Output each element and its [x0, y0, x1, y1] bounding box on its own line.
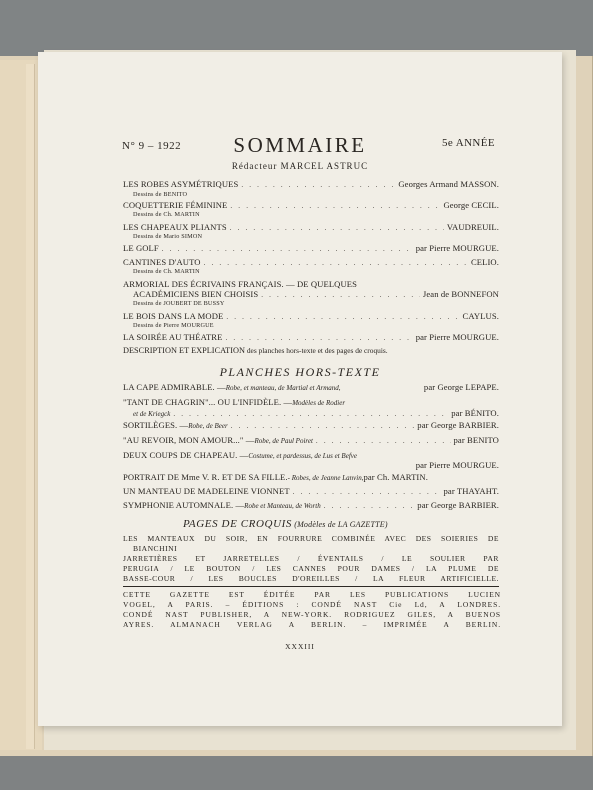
leader-dots — [162, 244, 413, 254]
planche-note: Modèles de Rodier — [292, 399, 346, 407]
cover-inner-flap — [0, 60, 42, 750]
entry-title: LES ROBES ASYMÉTRIQUES — [123, 179, 239, 189]
contents-page — [38, 52, 562, 726]
toc-entry — [123, 200, 499, 211]
planche-artist: par BÉNITO. — [451, 408, 499, 418]
planche-title: DEUX COUPS DE CHAPEAU. — — [123, 450, 249, 460]
planche-entry — [123, 486, 499, 497]
planche-title: "AU REVOIR, MON AMOUR..." — — [123, 435, 255, 445]
croquis-line: BASSE-COUR / LES BOUCLES D'OREILLES / LA FLEUR ARTIFICIELLE. — [123, 574, 499, 583]
planche-artist: par Pierre MOURGUE. — [415, 460, 499, 470]
planche-entry — [123, 435, 499, 446]
planche-title: "TANT DE CHAGRIN"... OU L'INFIDÈLE. — — [123, 397, 293, 407]
leader-dots — [226, 312, 459, 322]
croquis-line: BIANCHINI — [133, 544, 178, 553]
entry-title: ACADÉMICIENS BIEN CHOISIS — [133, 289, 259, 299]
imprint-line: AYRES. ALMANACH VERLAG A BERLIN. – IMPRIMÉE A BERLIN. — [123, 620, 501, 629]
entry-author: CAYLUS. — [462, 311, 499, 321]
entry-author: par Pierre MOURGUE. — [415, 332, 499, 342]
entry-title: ARMORIAL DES ÉCRIVAINS FRANÇAIS. — DE QUELQUES — [123, 279, 358, 289]
croquis-line: JARRETIÈRES ET JARRETELLES / ÉVENTAILS / LE SOULIER PAR — [123, 554, 499, 563]
planche-note: Robe, et manteau, de Martial et Armand, — [225, 384, 341, 392]
croquis-subtitle: (Modèles de LA GAZETTE) — [292, 520, 388, 529]
planche-title: SYMPHONIE AUTOMNALE. — — [123, 500, 245, 510]
entry-title: CANTINES D'AUTO — [123, 257, 201, 267]
divider-rule — [123, 586, 499, 587]
leader-dots — [293, 487, 441, 497]
toc-entry-line1 — [123, 279, 499, 289]
entry-credit: Dessins de Ch. MARTIN — [133, 268, 200, 275]
leader-dots — [324, 501, 415, 511]
planche-artist: par BENITO — [453, 435, 499, 445]
entry-author: VAUDREUIL. — [446, 222, 499, 232]
entry-title: LE BOIS DANS LA MODE — [123, 311, 224, 321]
planche-title: SORTILÈGES. — — [123, 420, 189, 430]
description-text: des planches hors-texte et des pages de croquis. — [245, 346, 388, 355]
entry-title: LES CHAPEAUX PLIANTS — [123, 222, 227, 232]
editor-line: Rédacteur MARCEL ASTRUC — [231, 161, 369, 171]
leader-dots — [230, 201, 440, 211]
entry-author: George CECIL. — [443, 200, 499, 210]
entry-credit: Dessins de Pierre MOURGUE — [133, 322, 214, 329]
planche-artist: par George BARBIER. — [417, 500, 499, 510]
planche-entry — [123, 472, 499, 483]
planche-note: Robe et Manteau, de Worth — [244, 502, 321, 510]
croquis-line: LES MANTEAUX DU SOIR, EN FOURRURE COMBINÉE AVEC DES SOIERIES DE — [123, 534, 499, 543]
entry-author: Jean de BONNEFON — [422, 289, 499, 299]
croquis-title: PAGES DE CROQUIS — [183, 518, 292, 530]
leader-dots — [225, 333, 412, 343]
leader-dots — [173, 409, 448, 419]
planche-artist: par George BARBIER. — [417, 420, 499, 430]
entry-title: LE GOLF — [123, 243, 159, 253]
planche-note: et de Kriegck — [133, 410, 171, 418]
issue-year: 5e ANNÉE — [442, 137, 495, 149]
issue-number: N° 9 – 1922 — [122, 140, 182, 152]
planche-artist: par Ch. MARTIN. — [363, 472, 428, 482]
planche-note: Costume, et pardessus, de Lus et Befve — [248, 452, 357, 460]
entry-credit: Dessins de BENITO — [133, 191, 188, 198]
planche-artist: par George LEPAPE. — [423, 382, 499, 392]
leader-dots — [316, 436, 451, 446]
planche-artist: par THAYAHT. — [443, 486, 499, 496]
imprint-line: CETTE GAZETTE EST ÉDITÉE PAR LES PUBLICATIONS LUCIEN — [123, 590, 501, 599]
leader-dots — [204, 258, 468, 268]
entry-title: LA SOIRÉE AU THÉATRE — [123, 332, 223, 342]
entry-credit: Dessins de JOUBERT DE BUSSY — [133, 300, 225, 307]
leader-dots — [230, 223, 444, 233]
toc-entry — [123, 222, 499, 233]
toc-entry — [123, 243, 499, 254]
leader-dots — [261, 290, 420, 300]
page-title: SOMMAIRE — [233, 133, 367, 157]
entry-credit: Dessins de Ch. MARTIN — [133, 211, 200, 218]
imprint-line: CONDÉ NAST PUBLISHER, A NEW-YORK. RODRIGUEZ GILES, A BUENOS — [123, 610, 501, 619]
planche-entry — [123, 420, 499, 431]
planche-title: PORTRAIT DE Mme V. R. ET DE SA FILLE. — [123, 472, 288, 482]
toc-entry — [123, 257, 499, 268]
entry-title: COQUETTERIE FÉMININE — [123, 200, 228, 210]
planche-note: Robe, de Paul Poiret — [254, 437, 313, 445]
planche-note: - Robes, de Jeanne Lanvin, — [287, 474, 364, 482]
entry-author: CELIO. — [470, 257, 499, 267]
planche-title: LA CAPE ADMIRABLE. — — [123, 382, 226, 392]
planche-entry — [123, 460, 499, 470]
croquis-line: PERUGIA / LE BOUTON / LES CANNES POUR DAMES / LA PLUME DE — [123, 564, 499, 573]
page-number: XXXIII — [285, 642, 315, 651]
entry-author: Georges Armand MASSON. — [398, 179, 499, 189]
imprint-line: VOGEL, A PARIS. – ÉDITIONS : CONDÉ NAST Cie Ld, A LONDRES. — [123, 600, 501, 609]
planche-entry — [123, 500, 499, 511]
croquis-heading — [183, 518, 388, 530]
planche-note: Robe, de Beer — [188, 422, 228, 430]
planches-heading: PLANCHES HORS-TEXTE — [219, 365, 381, 379]
planche-entry-line1 — [123, 397, 499, 408]
toc-entry — [123, 311, 499, 322]
entry-author: par Pierre MOURGUE. — [415, 243, 499, 253]
planche-entry — [123, 382, 499, 393]
description-title: DESCRIPTION ET EXPLICATION — [123, 346, 245, 355]
leader-dots — [241, 180, 395, 190]
leader-dots — [231, 421, 415, 431]
toc-entry — [123, 332, 499, 343]
entry-credit: Dessins de Mario SIMON — [133, 233, 203, 240]
toc-entry — [133, 289, 499, 300]
description-line — [123, 346, 503, 355]
planche-entry — [133, 408, 499, 419]
cover-fold — [26, 64, 35, 749]
planche-title: UN MANTEAU DE MADELEINE VIONNET — [123, 486, 290, 496]
toc-entry — [123, 179, 499, 190]
